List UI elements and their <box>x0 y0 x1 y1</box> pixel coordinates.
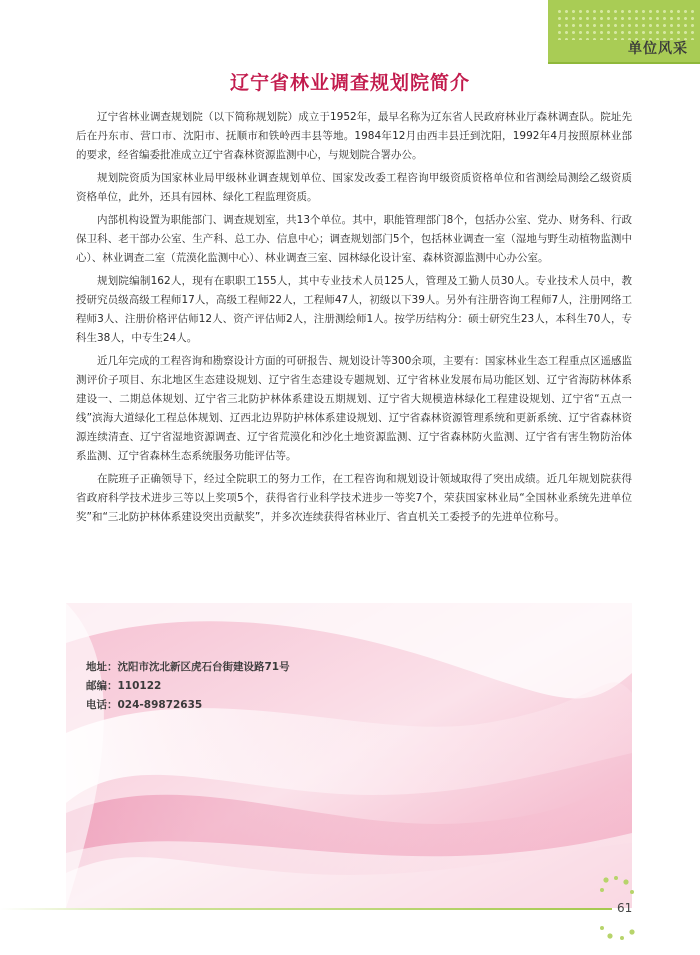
contact-phone: 电话：024-89872635 <box>86 699 203 711</box>
contact-info <box>86 658 290 715</box>
contact-postcode: 邮编：110122 <box>86 680 162 692</box>
paragraph-qualification: 规划院资质为国家林业局甲级林业调查规划单位、国家发改委工程咨询甲级资质资格单位和省测绘局测绘乙级资质资格单位，此外，还具有园林、绿化工程监理资质。 <box>76 172 632 203</box>
section-tab <box>548 0 700 62</box>
paragraph-history: 辽宁省林业调查规划院（以下简称规划院）成立于1952年，最早名称为辽东省人民政府林业厅森林调查队。院址先后在丹东市、营口市、沈阳市、抚顺市和铁岭西丰县等地。1984年12月由西丰县迁到沈阳，1992年4月按照原林业部的要求，经省编委批准成立辽宁省森林资源监测中心，与规划院合署办公。 <box>76 111 632 161</box>
section-label: 单位风采 <box>628 41 688 57</box>
paragraph-organization: 内部机构设置为职能部门、调查规划室，共13个单位。其中，职能管理部门8个，包括办公室、党办、财务科、行政保卫科、老干部办公室、生产科、总工办、信息中心；调查规划部门5个，包括林业调查一室（湿地与野生动植物监测中心）、林业调查二室（荒漠化监测中心）、林业调查三室、园林绿化设计室、森林资源监测中心办公室。 <box>76 214 632 264</box>
decorative-wave-background <box>66 603 632 908</box>
article-title: 辽宁省林业调查规划院简介 <box>229 72 470 94</box>
paragraph-projects: 近几年完成的工程咨询和勘察设计方面的可研报告、规划设计等300余项，主要有：国家林业生态工程重点区遥感监测评价子项目、东北地区生态建设规划、辽宁省生态建设专题规划、辽宁省林业发展布局功能区划、辽宁省海防林体系建设一、二期总体规划、辽宁省三北防护林体系建设五期规划、辽宁省大规模造林绿化工程建设规划、辽宁省“五点一线”滨海大道绿化工程总体规划、辽西北边界防护林体系建设规划、辽宁省森林资源管理系统和更新系统、辽宁省森林资源连续清查、辽宁省湿地资源调查、辽宁省荒漠化和沙化土地资源监测、辽宁省森林防火监测、辽宁省有害生物防治体系监测、辽宁省森林生态系统服务功能评估等。 <box>76 355 632 462</box>
tab-divider <box>548 62 700 64</box>
paragraph-staff: 规划院编制162人，现有在职职工155人，其中专业技术人员125人，管理及工勤人员30人。专业技术人员中，教授研究员级高级工程师17人，高级工程师22人，工程师47人，初级以下39人。另外有注册咨询工程师7人，注册网络工程师3人、注册价格评估师12人、资产评估师2人，注册测绘师1人。按学历结构分：硕士研究生23人，本科生70人，专科生38人，中专生24人。 <box>76 275 632 344</box>
contact-address: 地址：沈阳市沈北新区虎石台街建设路71号 <box>86 661 290 673</box>
footer-divider <box>0 908 612 910</box>
dot-pattern <box>556 8 696 40</box>
article-body <box>76 108 632 531</box>
paragraph-achievements: 在院班子正确领导下，经过全院职工的努力工作，在工程咨询和规划设计领域取得了突出成绩。近几年规划院获得省政府科学技术进步三等以上奖项5个，获得省行业科学技术进步一等奖7个，荣获国家林业局“全国林业系统先进单位奖”和“三北防护林体系建设突出贡献奖”，并多次连续获得省林业厅、省直机关工委授予的先进单位称号。 <box>76 473 632 523</box>
page-number: 61 <box>617 901 633 915</box>
